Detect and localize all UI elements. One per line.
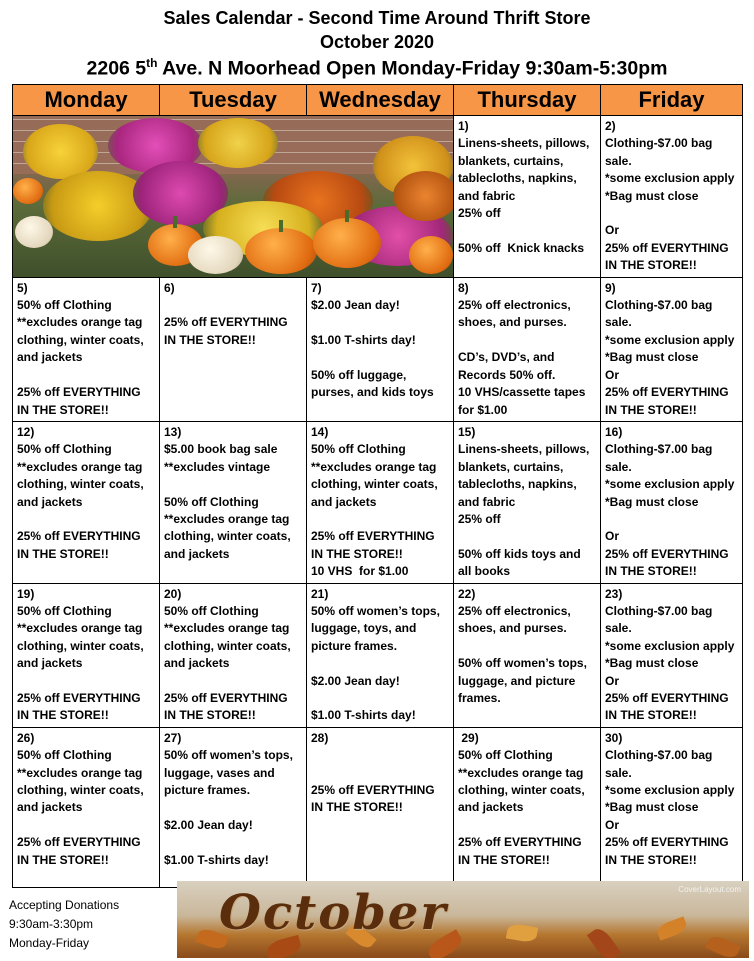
sales-calendar — [12, 84, 743, 888]
donations-days: Monday-Friday — [9, 936, 90, 950]
day-cell-28: 28) 25% off EVERYTHING IN THE STORE!! — [307, 727, 454, 887]
week-row — [13, 277, 743, 421]
day-header-thursday: Thursday — [454, 85, 601, 116]
week-row — [13, 727, 743, 887]
day-header-monday: Monday — [13, 85, 160, 116]
donations-hours: 9:30am-3:30pm — [9, 917, 94, 931]
day-cell-27: 27) 50% off women’s tops, luggage, vases and picture frames. $2.00 Jean day! $1.00 T-shirts day! — [160, 727, 307, 887]
day-cell-5: 5) 50% off Clothing **excludes orange tag clothing, winter coats, and jackets 25% off EVERYTHING IN THE STORE!! — [13, 277, 160, 421]
day-cell-22: 22) 25% off electronics, shoes, and purses. 50% off women’s tops, luggage, and picture frames. — [454, 583, 601, 727]
week-row — [13, 583, 743, 727]
week-row — [13, 116, 743, 278]
day-header-tuesday: Tuesday — [160, 85, 307, 116]
week-row — [13, 421, 743, 583]
day-cell-6: 6) 25% off EVERYTHING IN THE STORE!! — [160, 277, 307, 421]
day-cell-23: 23) Clothing-$7.00 bag sale. *some exclusion apply *Bag must close Or 25% off EVERYTHING IN THE STORE!! — [601, 583, 743, 727]
day-cell-8: 8) 25% off electronics, shoes, and purses. CD’s, DVD’s, and Records 50% off. 10 VHS/cassette tapes for $1.00 — [454, 277, 601, 421]
day-header-friday: Friday — [601, 85, 743, 116]
day-header-wednesday: Wednesday — [307, 85, 454, 116]
day-cell-29: 29) 50% off Clothing **excludes orange tag clothing, winter coats, and jackets 25% off EVERYTHING IN THE STORE!! — [454, 727, 601, 887]
day-cell-2: 2) Clothing-$7.00 bag sale. *some exclusion apply *Bag must close Or 25% off EVERYTHING IN THE STORE!! — [601, 116, 743, 278]
day-cell-21: 21) 50% off women’s tops, luggage, toys, and picture frames. $2.00 Jean day! $1.00 T-shirts day! — [307, 583, 454, 727]
calendar-month: October 2020 — [319, 32, 435, 52]
day-cell-30: 30) Clothing-$7.00 bag sale. *some exclusion apply *Bag must close Or 25% off EVERYTHING IN THE STORE!! — [601, 727, 743, 887]
day-cell-15: 15) Linens-sheets, pillows, blankets, curtains, tablecloths, napkins, and fabric 25% off 50% off kids toys and all books — [454, 421, 601, 583]
donations-title: Accepting Donations — [9, 898, 120, 912]
october-leaves-banner — [177, 881, 749, 958]
day-cell-1: 1) Linens-sheets, pillows, blankets, curtains, tablecloths, napkins, and fabric 25% off 50% off Knick knacks — [454, 116, 601, 278]
autumn-mums-pumpkins-photo — [13, 116, 454, 278]
day-cell-9: 9) Clothing-$7.00 bag sale. *some exclusion apply *Bag must close Or 25% off EVERYTHING IN THE STORE!! — [601, 277, 743, 421]
day-cell-20: 20) 50% off Clothing **excludes orange tag clothing, winter coats, and jackets 25% off EVERYTHING IN THE STORE!! — [160, 583, 307, 727]
october-banner-word: October — [219, 885, 448, 941]
donations-info — [9, 896, 119, 953]
day-cell-14: 14) 50% off Clothing **excludes orange tag clothing, winter coats, and jackets 25% off EVERYTHING IN THE STORE!! 10 VHS for $1.00 — [307, 421, 454, 583]
day-cell-19: 19) 50% off Clothing **excludes orange tag clothing, winter coats, and jackets 25% off EVERYTHING IN THE STORE!! — [13, 583, 160, 727]
day-cell-13: 13) $5.00 book bag sale **excludes vintage 50% off Clothing **excludes orange tag clothing, winter coats, and jackets — [160, 421, 307, 583]
day-cell-12: 12) 50% off Clothing **excludes orange tag clothing, winter coats, and jackets 25% off EVERYTHING IN THE STORE!! — [13, 421, 160, 583]
banner-credit: CoverLayout.com — [678, 885, 741, 894]
day-cell-7: 7) $2.00 Jean day! $1.00 T-shirts day! 50% off luggage, purses, and kids toys — [307, 277, 454, 421]
day-cell-26: 26) 50% off Clothing **excludes orange tag clothing, winter coats, and jackets 25% off EVERYTHING IN THE STORE!! — [13, 727, 160, 887]
calendar-title: Sales Calendar - Second Time Around Thrift Store — [163, 8, 591, 28]
store-address-hours: 2206 5th Ave. N Moorhead Open Monday-Friday 9:30am-5:30pm — [86, 56, 668, 80]
day-cell-16: 16) Clothing-$7.00 bag sale. *some exclusion apply *Bag must close Or 25% off EVERYTHING IN THE STORE!! — [601, 421, 743, 583]
